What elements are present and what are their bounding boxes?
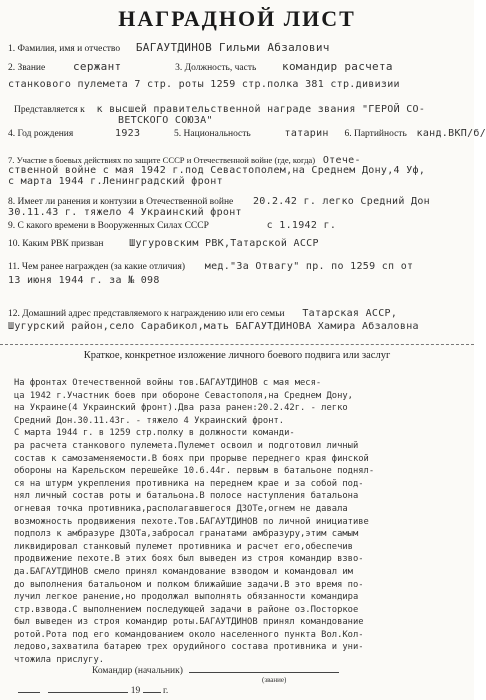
field-11-row (8, 261, 466, 273)
summary-line: нял личный состав роты и батальона.В полосе наступления батальона (14, 491, 359, 502)
field-3-value: командир расчета (282, 60, 393, 73)
date-year-line (143, 692, 161, 693)
field-5-label: 5. Национальность (174, 129, 251, 139)
field-11-label: 11. Чем ранее награжден (за какие отличия) (8, 262, 186, 272)
field-12-value: Татарская АССР, (302, 308, 398, 319)
section-divider (0, 344, 474, 345)
field-6-value: канд.ВКП/б/ (416, 128, 486, 139)
summary-heading: Краткое, конкретное изложение личного боевого подвига или заслуг (83, 350, 391, 361)
summary-line: Средний Дон.30.11.43г. - тяжело 4 Украинский фронт. (14, 415, 285, 426)
field-8-value: 20.2.42 г. легко Средний Дон (252, 196, 430, 207)
field-1-row (8, 42, 466, 55)
field-8-continuation-text: 30.11.43 г. тяжело 4 Украинский фронт (8, 207, 242, 218)
field-10-row (8, 238, 466, 250)
field-12-row (8, 308, 466, 320)
represent-continuation-text: ВЕТСКОГО СОЮЗА" (118, 115, 213, 126)
field-12-label: 12. Домашний адрес представляемого к награждению или его семьи (8, 309, 285, 319)
field-12-continuation (8, 321, 466, 333)
summary-line: да.БАГАУТДИНОВ смело принял командование взводом и командовал им (14, 566, 353, 577)
field-4-5-6-row (8, 128, 486, 140)
summary-body (14, 377, 466, 667)
field-2-label: 2. Звание (8, 63, 46, 73)
field-2-3-row (8, 61, 466, 74)
summary-line: лучил легкое ранение,но продолжал выполнять обязанности командира (14, 592, 359, 603)
field-8-label: 8. Имеет ли ранения и контузии в Отечественной войне (8, 197, 234, 207)
field-8-continuation (8, 207, 466, 219)
commander-label: Командир (начальник) (92, 666, 183, 676)
summary-line: ликвидировал станковый пулемет противника и расчет его,обеспечив (14, 541, 353, 552)
summary-line: ра расчета станкового пулемета.Пулемет освоил и подготовил личный (14, 440, 359, 451)
signature-hint: (звание) (262, 676, 287, 684)
date-row (18, 686, 168, 696)
summary-line: чтожила прислугу. (14, 655, 105, 666)
field-6-label: 6. Партийность (344, 129, 407, 139)
field-11-value: мед."За Отвагу" пр. по 1259 сп от (204, 261, 414, 272)
represent-continuation (118, 115, 466, 127)
summary-line: огневая точка противника,располагавшегося ДЗОТе,огнем не давала (14, 503, 348, 514)
field-2-value: сержант (72, 60, 122, 73)
field-7-value-c: с марта 1944 г.Ленинградский фронт (8, 176, 223, 187)
summary-line: На фронтах Отечественной войны тов.БАГАУТДИНОВ с мая меся- (14, 378, 322, 388)
field-4-value: 1923 (115, 128, 141, 139)
field-3-continuation-text: станкового пулемета 7 стр. роты 1259 стр.полка 381 стр.дивизии (8, 79, 400, 90)
commander-row (92, 666, 339, 676)
document-title: НАГРАДНОЙ ЛИСТ (118, 6, 356, 31)
commander-signature-line (189, 672, 339, 673)
field-7-value-a: Отече- (322, 155, 361, 166)
field-7-value-b: ственной войне с мая 1942 г.под Севастополем,на Среднем Дону,4 Уф, (8, 165, 426, 176)
summary-line: ледово,захватила батарею трех орудийного состава противника и уни- (14, 642, 364, 653)
date-day-line (18, 692, 40, 693)
summary-line: обороны на Карельском перешейке 10.6.44г. первым в батальоне поднял- (14, 466, 375, 477)
summary-line: состав к самозаменяемости.В боях при прорыве переднего края финской (14, 453, 369, 464)
represent-value: к высшей правительственной награде звания "ГЕРОЙ СО- (96, 104, 426, 115)
field-11-continuation-text: 13 июня 1944 г. за № 098 (8, 275, 160, 286)
summary-line: ся на штурм укрепления противника на переднем крае и за собой под- (14, 478, 364, 489)
date-month-line (48, 692, 128, 693)
field-10-value: Шугуровским РВК,Татарской АССР (129, 238, 319, 249)
field-9-value: с 1.1942 г. (266, 220, 337, 231)
field-3-label: 3. Должность, часть (175, 63, 257, 73)
summary-line: продвижение пехоте.В этих боях был выведен из строя командир взво- (14, 554, 364, 565)
summary-line: ротой.Рота под его командованием около населенного пункта Вол.Кол- (14, 629, 364, 640)
summary-line: был выведен из строя командир роты.БАГАУТДИНОВ принял командование (14, 617, 364, 628)
field-3-continuation (8, 79, 466, 91)
represent-label: Представляется к (14, 105, 85, 115)
summary-line: возможность продвижения пехоте.Тов.БАГАУТДИНОВ по личной инициативе (14, 516, 369, 527)
summary-line: подполз к амбразуре ДЗОТа,забросал гранатами амбразуру,этим самым (14, 529, 359, 540)
field-11-continuation (8, 275, 466, 287)
date-year: 19 (130, 686, 141, 696)
date-suffix: г. (163, 686, 169, 696)
summary-line: стр.взвода.С выполнением последующей задачи в районе оз.Посторкое (14, 604, 359, 615)
field-4-label: 4. Год рождения (8, 129, 74, 139)
field-9-row (8, 220, 466, 232)
field-1-label: 1. Фамилия, имя и отчество (8, 44, 121, 54)
summary-line: до выполнения батальоном и полком ближайшие задачи.В это время по- (14, 579, 364, 590)
summary-line: на Украине(4 Украинский фронт).Два раза ранен:20.2.42г. - легко (14, 403, 348, 414)
summary-line: ца 1942 г.Участник боев при обороне Севастополя,на Среднем Дону, (14, 390, 353, 401)
field-9-label: 9. С какого времени в Вооруженных Силах СССР (8, 221, 209, 231)
field-7-label: 7. Участие в боевых действиях по защите СССР и Отечественной войне (где, когда) (8, 155, 316, 165)
field-10-label: 10. Каким РВК призван (8, 239, 104, 249)
field-5-value: татарин (284, 128, 329, 139)
summary-line: С марта 1944 г. в 1259 стр.полку в должности команди- (14, 428, 295, 439)
field-12-continuation-text: Шугурский район,село Сарабикол,мать БАГАУТДИНОВА Хамира Абзаловна (8, 321, 419, 332)
field-7-cont-c (8, 176, 466, 188)
field-1-value: БАГАУТДИНОВ Гильми Абзалович (135, 41, 330, 54)
